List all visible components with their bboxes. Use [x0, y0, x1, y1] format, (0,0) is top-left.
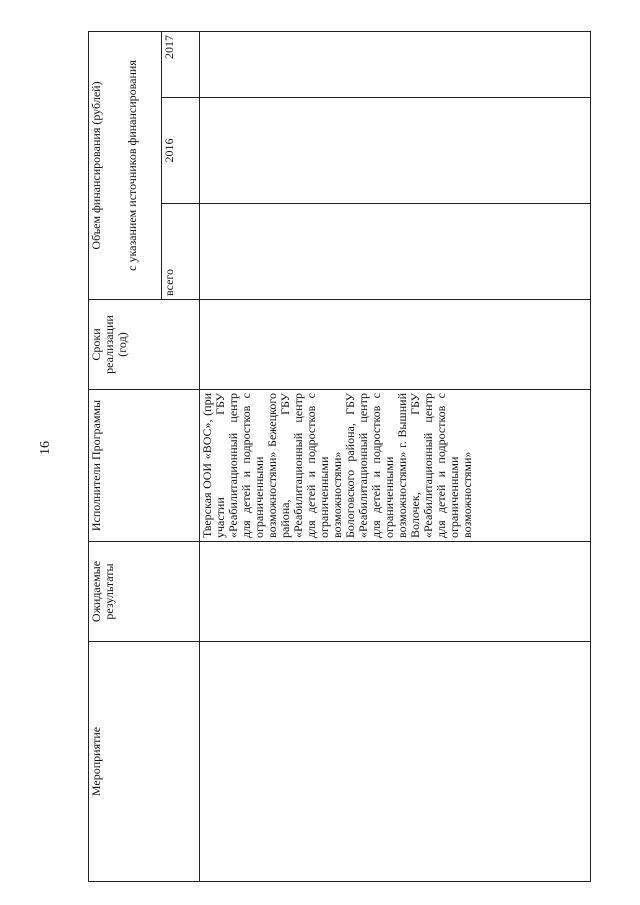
- header-results: Ожидаемые результаты: [89, 542, 200, 642]
- page-number: 16: [38, 441, 53, 455]
- header-funding-subtitle: с указанием источников финансирования: [125, 31, 162, 299]
- cell-performers: Тверская ООИ «ВОС», (при участии ГБУ «Реабилитационный центр для детей и подростков с ограниченными возможностями» Бежецкого района, ГБУ «Реабилитационный центр для детей и подростков с ограниченными возможностями» Бологовского района, ГБУ «Реабилитационный центр для детей и подростков с ограниченными возможностями» г. Вышний Волочек, ГБУ «Реабилитационный центр для детей и подростков с ограниченными возможностями»: [200, 390, 591, 542]
- header-funding-title: Объем финансирования (рублей): [89, 31, 126, 299]
- cell-activity: [200, 642, 591, 882]
- header-2017: 2017: [162, 31, 200, 97]
- funding-table: [88, 31, 591, 882]
- header-period: Сроки реализации (год): [89, 300, 200, 390]
- cell-total: [200, 204, 591, 300]
- table-row: [200, 31, 591, 881]
- cell-2016: [200, 98, 591, 204]
- cell-results: [200, 542, 591, 642]
- header-total: всего: [162, 204, 200, 300]
- header-row-1: [89, 31, 126, 881]
- cell-period: [200, 300, 591, 390]
- header-activity: Мероприятие: [89, 642, 200, 882]
- header-performers: Исполнители Программы: [89, 390, 200, 542]
- cell-2017: [200, 31, 591, 97]
- rotated-table-container: [88, 32, 591, 882]
- header-2016: 2016: [162, 98, 200, 204]
